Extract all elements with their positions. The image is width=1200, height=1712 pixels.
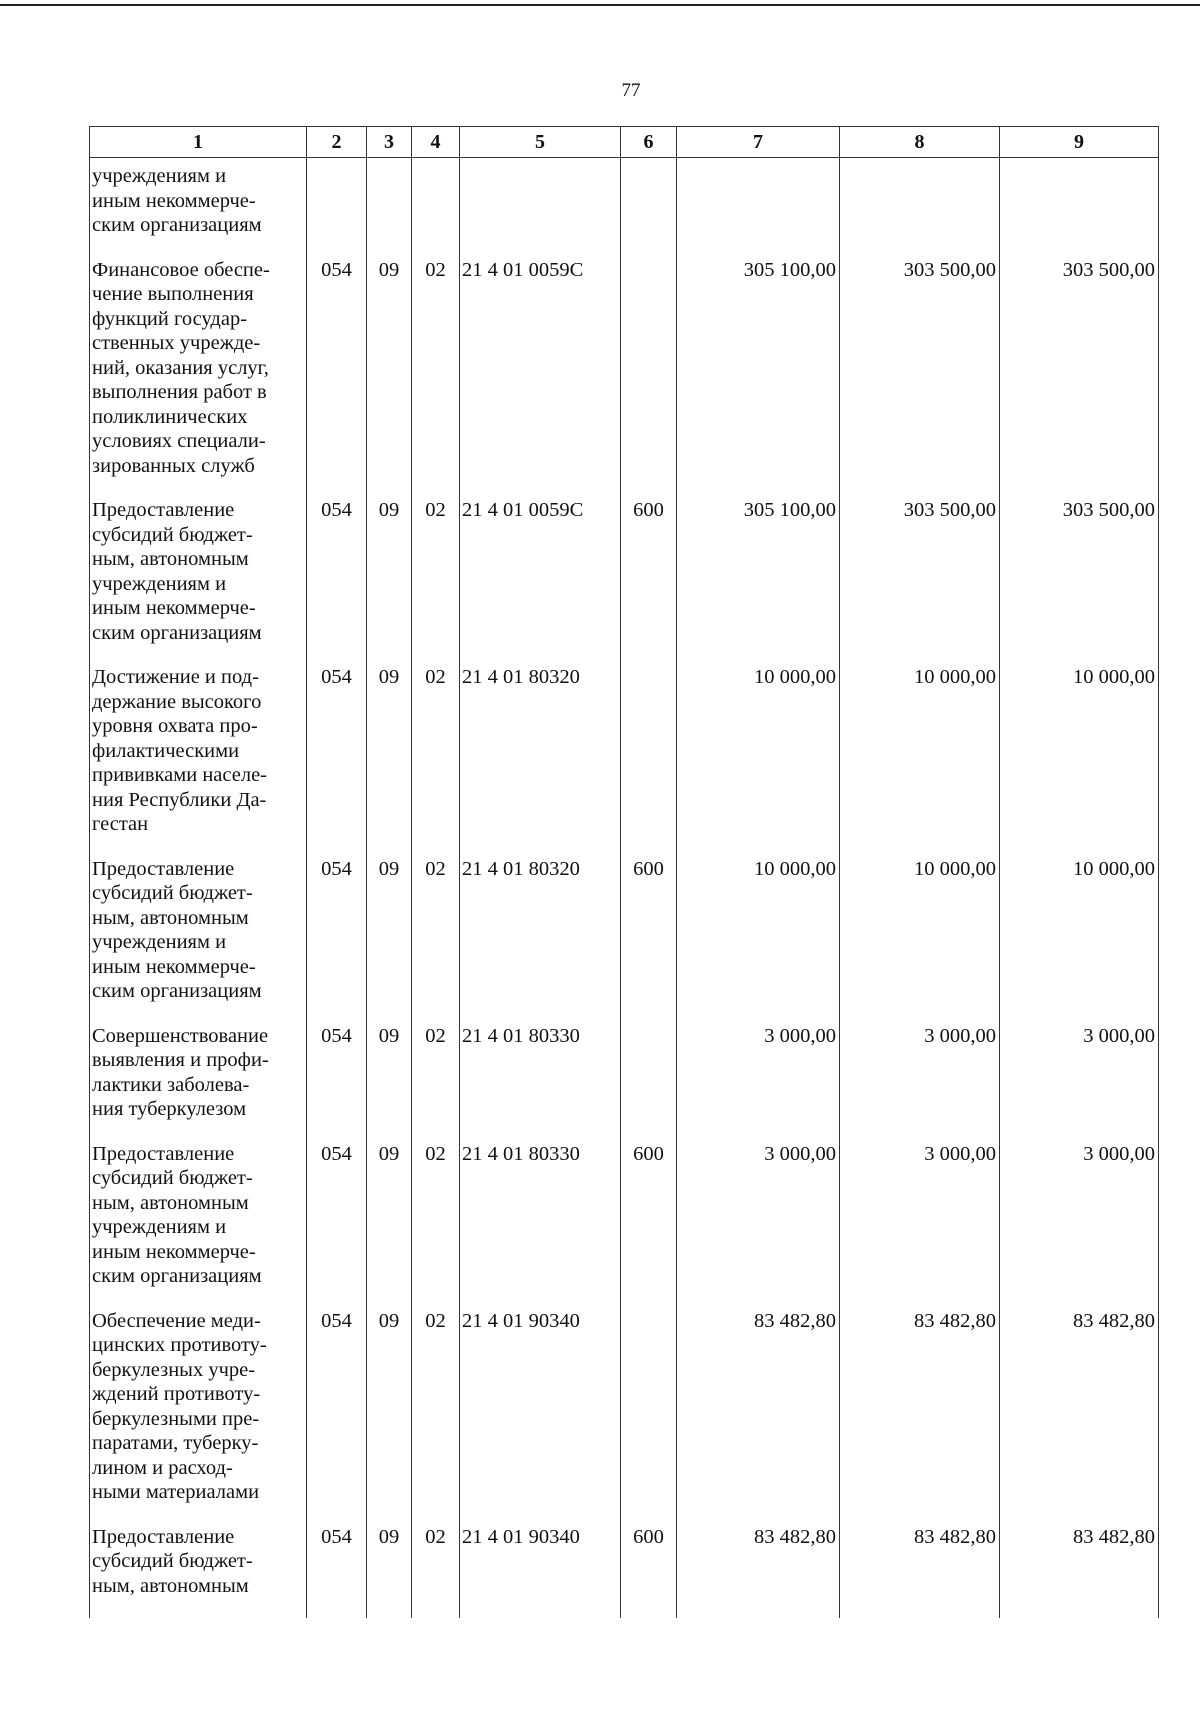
cell-amount-year-1 — [677, 158, 840, 252]
cell-expense-type — [621, 252, 677, 493]
table-body — [90, 158, 1159, 1619]
cell-amount-year-2: 3 000,00 — [840, 1018, 1000, 1136]
cell-item-name — [90, 492, 307, 659]
cell-subsection: 02 — [412, 492, 460, 659]
cell-amount-year-3: 10 000,00 — [1000, 851, 1159, 1018]
table-header — [90, 127, 1159, 158]
cell-expense-type — [621, 659, 677, 851]
page-number: 77 — [621, 80, 641, 101]
cell-amount-year-2: 83 482,80 — [840, 1519, 1000, 1619]
item-name-line: беркулезных учре- — [92, 1358, 256, 1381]
table-row — [90, 659, 1159, 851]
cell-item-name — [90, 252, 307, 493]
cell-section: 09 — [367, 492, 412, 659]
item-name-line: ждений противоту- — [92, 1383, 261, 1405]
cell-subsection: 02 — [412, 1303, 460, 1519]
item-name-line: субсидий бюджет- — [92, 1550, 253, 1572]
cell-amount-year-3: 83 482,80 — [1000, 1519, 1159, 1619]
item-name-line: ным, автономным — [92, 906, 249, 929]
cell-target-article: 21 4 01 90340 — [460, 1519, 621, 1619]
header-col-7: 7 — [677, 127, 840, 158]
cell-section: 09 — [367, 1136, 412, 1303]
cell-amount-year-2 — [840, 158, 1000, 252]
cell-item-name — [90, 1303, 307, 1519]
table-row — [90, 1519, 1159, 1619]
cell-expense-type — [621, 1303, 677, 1519]
item-name-line: филактическими — [92, 739, 240, 762]
item-name-line: иным некоммерче- — [92, 597, 256, 619]
cell-amount-year-1: 305 100,00 — [677, 252, 840, 493]
cell-ministry-code: 054 — [307, 1303, 367, 1519]
item-name-line: иным некоммерче- — [92, 189, 256, 212]
cell-amount-year-1: 305 100,00 — [677, 492, 840, 659]
cell-ministry-code: 054 — [307, 851, 367, 1018]
cell-expense-type: 600 — [621, 492, 677, 659]
item-name-line: Финансовое обеспе- — [92, 258, 270, 281]
cell-section: 09 — [367, 1018, 412, 1136]
cell-subsection: 02 — [412, 252, 460, 493]
header-col-1: 1 — [90, 127, 307, 158]
cell-amount-year-2: 83 482,80 — [840, 1303, 1000, 1519]
cell-item-name — [90, 659, 307, 851]
cell-item-name — [90, 851, 307, 1018]
item-name-line: субсидий бюджет- — [92, 882, 253, 904]
item-name-line: учреждениям и — [92, 572, 227, 595]
table-row — [90, 851, 1159, 1018]
item-name-line: ния туберкулезом — [92, 1098, 247, 1120]
cell-expense-type — [621, 158, 677, 252]
table-row — [90, 1303, 1159, 1519]
cell-section: 09 — [367, 252, 412, 493]
item-name-line: цинских противоту- — [92, 1334, 267, 1356]
cell-item-name — [90, 1018, 307, 1136]
item-name-line: зированных служб — [92, 454, 255, 477]
table-row — [90, 1136, 1159, 1303]
item-name-line: условиях специали- — [92, 430, 266, 452]
table-row — [90, 158, 1159, 252]
cell-amount-year-2: 303 500,00 — [840, 252, 1000, 493]
cell-amount-year-2: 10 000,00 — [840, 659, 1000, 851]
cell-amount-year-3: 10 000,00 — [1000, 659, 1159, 851]
header-col-6: 6 — [621, 127, 677, 158]
cell-ministry-code: 054 — [307, 492, 367, 659]
cell-item-name — [90, 1136, 307, 1303]
item-name-line: Предоставление — [92, 1142, 235, 1165]
item-name-line: учреждениям и — [92, 165, 227, 187]
header-col-3: 3 — [367, 127, 412, 158]
cell-amount-year-2: 10 000,00 — [840, 851, 1000, 1018]
cell-ministry-code: 054 — [307, 659, 367, 851]
item-name-line: лином и расход- — [92, 1456, 233, 1479]
cell-amount-year-1: 3 000,00 — [677, 1136, 840, 1303]
item-name-line: иным некоммерче- — [92, 955, 256, 978]
cell-expense-type — [621, 1018, 677, 1136]
item-name-line: иным некоммерче- — [92, 1240, 256, 1263]
cell-amount-year-3: 3 000,00 — [1000, 1018, 1159, 1136]
cell-ministry-code — [307, 158, 367, 252]
cell-expense-type: 600 — [621, 1136, 677, 1303]
table-row — [90, 1018, 1159, 1136]
cell-subsection: 02 — [412, 1519, 460, 1619]
cell-amount-year-1: 3 000,00 — [677, 1018, 840, 1136]
header-col-8: 8 — [840, 127, 1000, 158]
item-name-line: ским организациям — [92, 980, 262, 1002]
header-col-2: 2 — [307, 127, 367, 158]
cell-section: 09 — [367, 1519, 412, 1619]
cell-target-article: 21 4 01 80330 — [460, 1018, 621, 1136]
cell-amount-year-1: 83 482,80 — [677, 1519, 840, 1619]
item-name-line: ний, оказания услуг, — [92, 356, 269, 379]
cell-amount-year-1: 83 482,80 — [677, 1303, 840, 1519]
cell-subsection: 02 — [412, 659, 460, 851]
cell-target-article: 21 4 01 80320 — [460, 659, 621, 851]
item-name-line: ным, автономным — [92, 1574, 249, 1597]
header-col-5: 5 — [460, 127, 621, 158]
item-name-line: прививками населе- — [92, 764, 268, 786]
cell-target-article: 21 4 01 80330 — [460, 1136, 621, 1303]
item-name-line: беркулезными пре- — [92, 1407, 260, 1430]
item-name-line: держание высокого — [92, 690, 262, 713]
table-row — [90, 252, 1159, 493]
item-name-line: субсидий бюджет- — [92, 523, 253, 546]
cell-amount-year-1: 10 000,00 — [677, 851, 840, 1018]
cell-subsection: 02 — [412, 851, 460, 1018]
header-row — [90, 127, 1159, 158]
item-name-line: выявления и профи- — [92, 1049, 269, 1071]
item-name-line: ским организациям — [92, 1265, 262, 1287]
cell-subsection: 02 — [412, 1136, 460, 1303]
cell-amount-year-3: 303 500,00 — [1000, 492, 1159, 659]
item-name-line: выполнения работ в — [92, 381, 267, 403]
item-name-line: Совершенствование — [92, 1024, 269, 1047]
item-name-line: субсидий бюджет- — [92, 1167, 253, 1189]
cell-amount-year-3 — [1000, 158, 1159, 252]
item-name-line: Предоставление — [92, 499, 235, 521]
item-name-line: чение выполнения — [92, 283, 254, 305]
item-name-line: лактики заболева- — [92, 1073, 250, 1096]
item-name-line: уровня охвата про- — [92, 715, 258, 737]
cell-item-name — [90, 158, 307, 252]
cell-item-name — [90, 1519, 307, 1619]
cell-target-article: 21 4 01 90340 — [460, 1303, 621, 1519]
cell-amount-year-3: 3 000,00 — [1000, 1136, 1159, 1303]
cell-amount-year-1: 10 000,00 — [677, 659, 840, 851]
table-row — [90, 492, 1159, 659]
cell-amount-year-3: 303 500,00 — [1000, 252, 1159, 493]
cell-target-article — [460, 158, 621, 252]
item-name-line: ным, автономным — [92, 548, 249, 570]
cell-section: 09 — [367, 851, 412, 1018]
cell-ministry-code: 054 — [307, 252, 367, 493]
cell-target-article: 21 4 01 80320 — [460, 851, 621, 1018]
cell-amount-year-3: 83 482,80 — [1000, 1303, 1159, 1519]
item-name-line: ния Республики Да- — [92, 788, 267, 811]
item-name-line: ственных учрежде- — [92, 332, 261, 354]
header-col-9: 9 — [1000, 127, 1159, 158]
item-name-line: ским организациям — [92, 214, 262, 236]
cell-amount-year-2: 3 000,00 — [840, 1136, 1000, 1303]
item-name-line: Обеспечение меди- — [92, 1309, 261, 1332]
cell-section: 09 — [367, 1303, 412, 1519]
header-col-4: 4 — [412, 127, 460, 158]
cell-subsection: 02 — [412, 1018, 460, 1136]
cell-section: 09 — [367, 659, 412, 851]
item-name-line: поликлинических — [92, 405, 248, 428]
cell-section — [367, 158, 412, 252]
cell-subsection — [412, 158, 460, 252]
cell-ministry-code: 054 — [307, 1136, 367, 1303]
budget-table — [89, 126, 1159, 1618]
cell-ministry-code: 054 — [307, 1519, 367, 1619]
item-name-line: Предоставление — [92, 1525, 235, 1548]
cell-target-article: 21 4 01 0059С — [460, 492, 621, 659]
item-name-line: учреждениям и — [92, 931, 227, 953]
cell-ministry-code: 054 — [307, 1018, 367, 1136]
top-border-line — [0, 4, 1200, 6]
cell-amount-year-2: 303 500,00 — [840, 492, 1000, 659]
item-name-line: ными материалами — [92, 1481, 260, 1503]
item-name-line: учреждениям и — [92, 1216, 227, 1238]
item-name-line: Предоставление — [92, 857, 235, 880]
item-name-line: ским организациям — [92, 621, 262, 644]
item-name-line: гестан — [92, 813, 149, 835]
cell-target-article: 21 4 01 0059С — [460, 252, 621, 493]
cell-expense-type: 600 — [621, 1519, 677, 1619]
item-name-line: функций государ- — [92, 307, 248, 330]
item-name-line: Достижение и под- — [92, 666, 259, 688]
item-name-line: паратами, туберку- — [92, 1432, 259, 1454]
item-name-line: ным, автономным — [92, 1191, 249, 1214]
cell-expense-type: 600 — [621, 851, 677, 1018]
